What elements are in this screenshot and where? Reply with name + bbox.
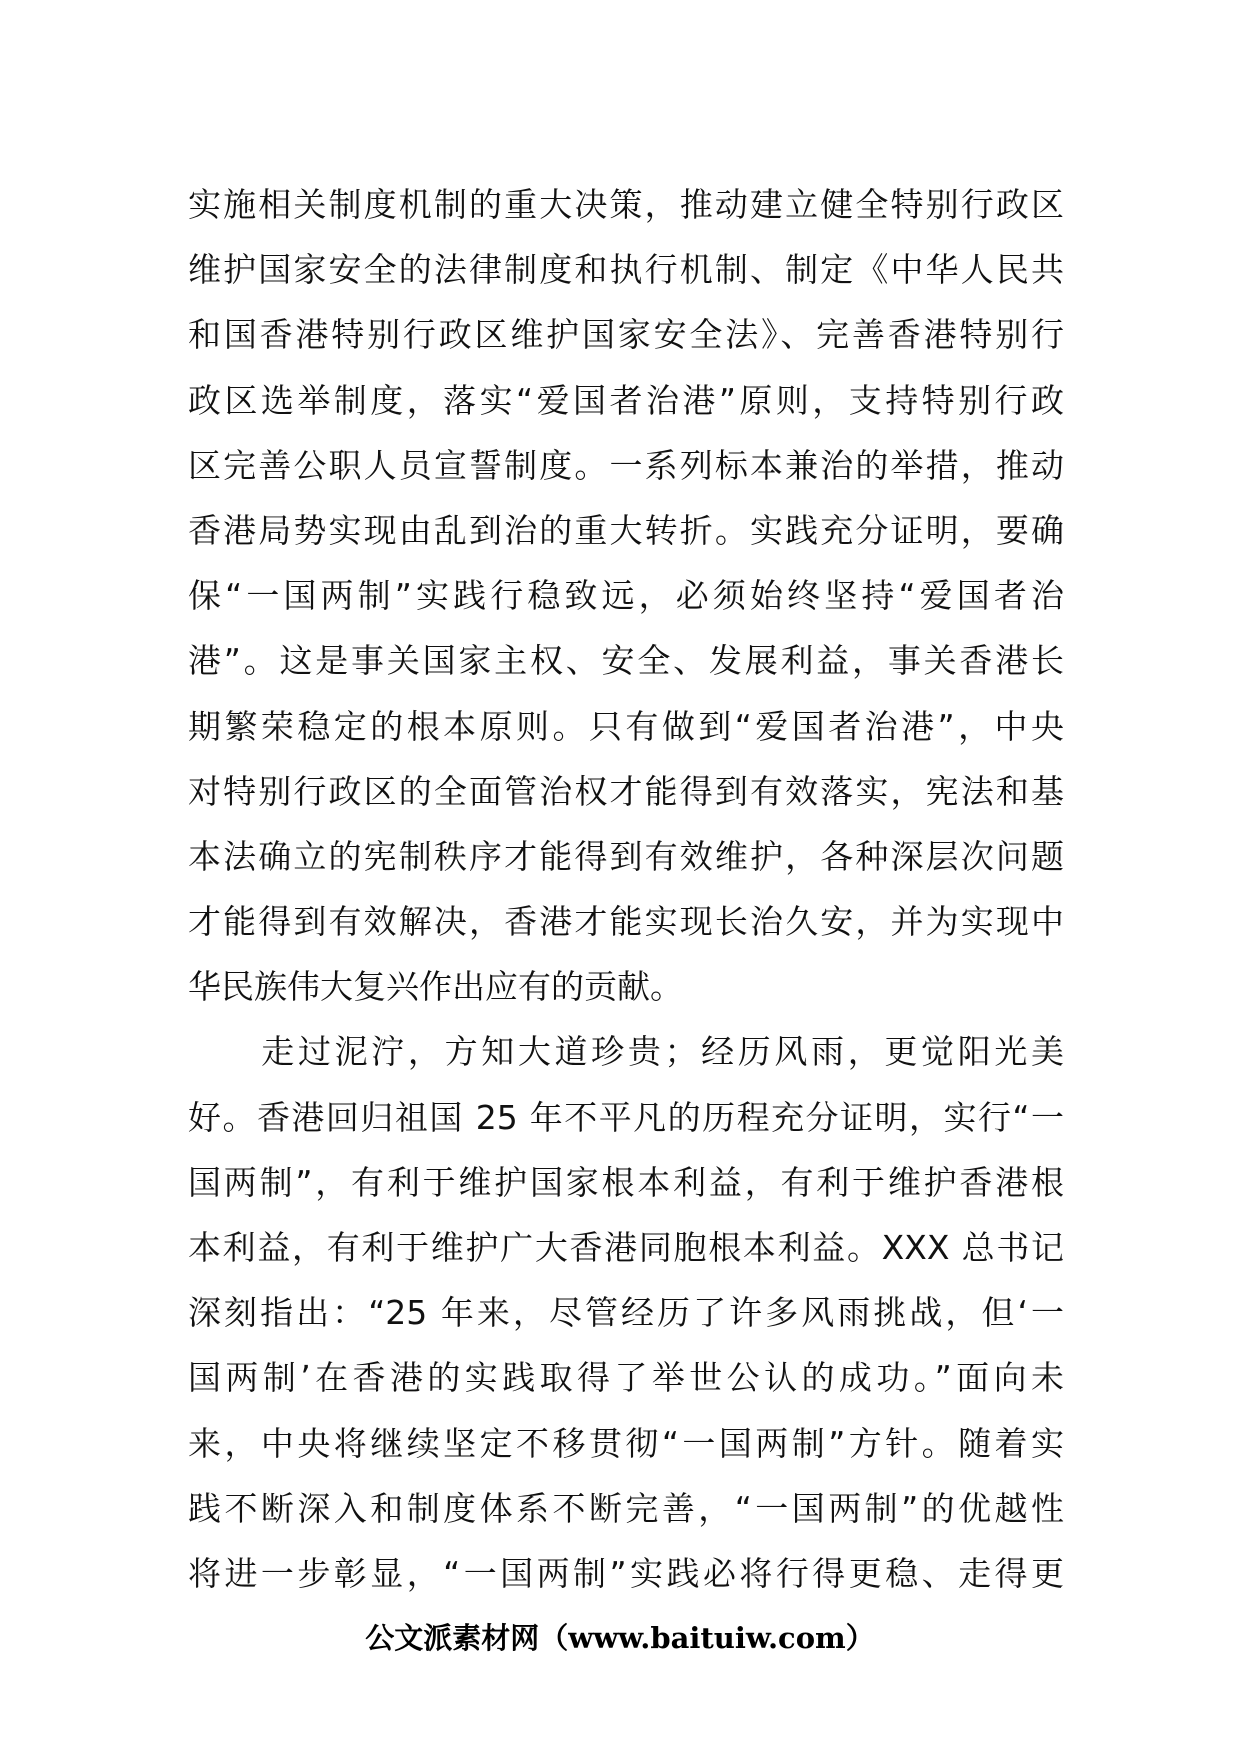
footer-watermark: 公文派素材网（www.baituiw.com） [365, 1621, 875, 1655]
text-line: 国两制”，有利于维护国家根本利益，有利于维护香港根 [188, 1162, 1064, 1202]
text-line: 政区选举制度，落实“爱国者治港”原则，支持特别行政 [188, 380, 1064, 420]
text-line: 将进一步彰显，“一国两制”实践必将行得更稳、走得更 [188, 1553, 1064, 1593]
text-line: 好。香港回归祖国 25 年不平凡的历程充分证明，实行“一 [188, 1097, 1064, 1137]
body-text [188, 172, 1064, 1606]
text-line: 践不断深入和制度体系不断完善，“一国两制”的优越性 [188, 1488, 1064, 1528]
paragraph-2 [188, 1019, 1064, 1606]
text-line: 港”。这是事关国家主权、安全、发展利益，事关香港长 [188, 641, 1064, 681]
text-line: 本法确立的宪制秩序才能得到有效维护，各种深层次问题 [188, 836, 1064, 876]
text-line: 才能得到有效解决，香港才能实现长治久安，并为实现中 [188, 902, 1064, 942]
text-line: 保“一国两制”实践行稳致远，必须始终坚持“爱国者治 [188, 576, 1064, 616]
paragraph-1 [188, 172, 1064, 1019]
text-line: 来，中央将继续坚定不移贯彻“一国两制”方针。随着实 [188, 1423, 1064, 1463]
text-line: 香港局势实现由乱到治的重大转折。实践充分证明，要确 [188, 510, 1064, 550]
text-line: 实施相关制度机制的重大决策，推动建立健全特别行政区 [188, 185, 1064, 224]
text-line: 对特别行政区的全面管治权才能得到有效落实，宪法和基 [188, 771, 1064, 811]
text-line: 和国香港特别行政区维护国家安全法》、完善香港特别行 [188, 315, 1064, 355]
text-line: 走过泥泞，方知大道珍贵；经历风雨，更觉阳光美 [188, 1032, 1064, 1072]
text-line: 本利益，有利于维护广大香港同胞根本利益。XXX 总书记 [188, 1228, 1064, 1267]
text-line: 华民族伟大复兴作出应有的贡献。 [188, 967, 683, 1007]
text-line: 国两制’在香港的实践取得了举世公认的成功。”面向未 [188, 1358, 1064, 1398]
text-line: 维护国家安全的法律制度和执行机制、制定《中华人民共 [188, 250, 1064, 290]
text-line: 区完善公职人员宣誓制度。一系列标本兼治的举措，推动 [188, 445, 1064, 485]
text-line: 期繁荣稳定的根本原则。只有做到“爱国者治港”，中央 [188, 706, 1064, 746]
text-line: 深刻指出：“25 年来，尽管经历了许多风雨挑战，但‘一 [188, 1293, 1064, 1333]
